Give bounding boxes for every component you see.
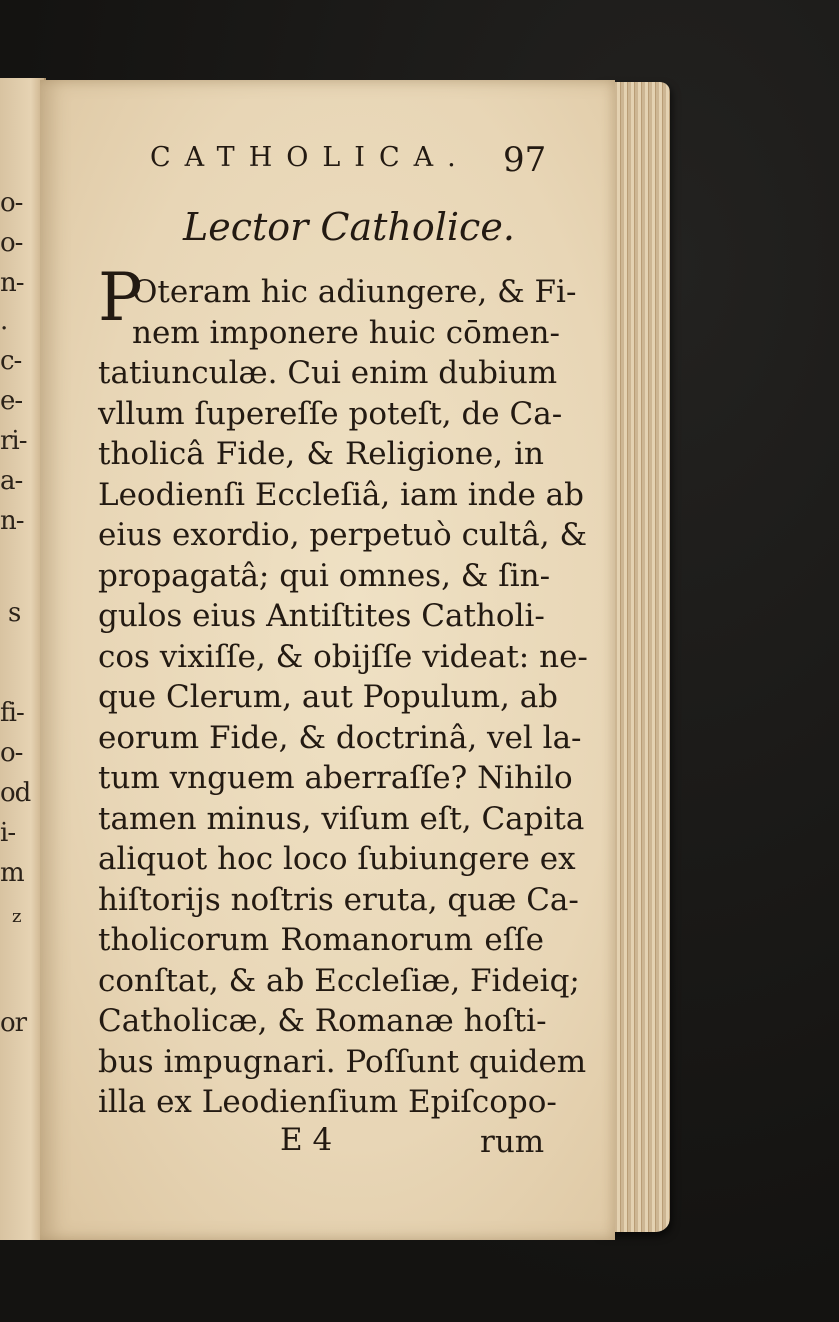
margin-fragment: a-: [0, 466, 23, 496]
margin-fragment: o-: [0, 228, 23, 258]
margin-fragment: m: [0, 858, 24, 888]
text-line: hiſtorijs noſtris eruta, quæ Ca-: [98, 882, 579, 918]
margin-fragment: n-: [0, 506, 24, 536]
margin-fragment: .: [0, 306, 8, 336]
margin-fragment: o-: [0, 738, 23, 768]
text-line: illa ex Leodienſium Epiſcopo-: [98, 1084, 557, 1120]
drop-cap: P: [98, 259, 143, 336]
margin-fragment: i-: [0, 818, 16, 848]
text-line: propagatâ; qui omnes, & ſin-: [98, 558, 551, 594]
text-line: que Clerum, aut Populum, ab: [98, 679, 559, 715]
text-line: eorum Fide, & doctrinâ, vel la-: [98, 720, 582, 756]
running-head: CATHOLICA.: [150, 142, 470, 173]
page-number: 97: [503, 140, 547, 180]
text-line: Oteram hic adiungere, & Fi-: [132, 274, 577, 310]
margin-fragment: o-: [0, 188, 23, 218]
margin-fragment: od: [0, 778, 31, 808]
text-line: aliquot hoc loco ſubiungere ex: [98, 841, 576, 877]
text-line: tatiunculæ. Cui enim dubium: [98, 355, 558, 391]
text-line: bus impugnari. Poſſunt quidem: [98, 1044, 587, 1080]
margin-fragment: fi-: [0, 698, 24, 728]
text-line: tholicâ Fide, & Religione, in: [98, 436, 544, 472]
text-line: vllum ſupereſſe poteſt, de Ca-: [98, 396, 563, 432]
text-line: Catholicæ, & Romanæ hoſti-: [98, 1003, 547, 1039]
text-line: conſtat, & ab Eccleſiæ, Fideiq;: [98, 963, 580, 999]
section-heading: Lector Catholice.: [183, 205, 515, 249]
margin-fragment: ri-: [0, 426, 27, 456]
signature-mark: E 4: [280, 1122, 333, 1158]
text-line: tum vnguem aberraſſe? Nihilo: [98, 760, 573, 796]
margin-fragment: c-: [0, 346, 22, 376]
margin-fragment: e-: [0, 386, 23, 416]
margin-fragment: or: [0, 1008, 27, 1038]
margin-fragment: n-: [0, 268, 24, 298]
text-line: tamen minus, viſum eſt, Capita: [98, 801, 585, 837]
text-line: gulos eius Antiſtites Catholi-: [98, 598, 545, 634]
catchword: rum: [480, 1124, 545, 1160]
text-line: cos vixiſſe, & obijſſe videat: ne-: [98, 639, 588, 675]
margin-fragment: z: [12, 906, 21, 927]
text-line: Leodienſi Eccleſiâ, iam inde ab: [98, 477, 584, 513]
margin-fragment: s: [8, 598, 21, 628]
text-line: tholicorum Romanorum eſſe: [98, 922, 544, 958]
text-line: nem imponere huic cōmen-: [132, 315, 560, 351]
text-line: eius exordio, perpetuò cultâ, &: [98, 517, 588, 553]
